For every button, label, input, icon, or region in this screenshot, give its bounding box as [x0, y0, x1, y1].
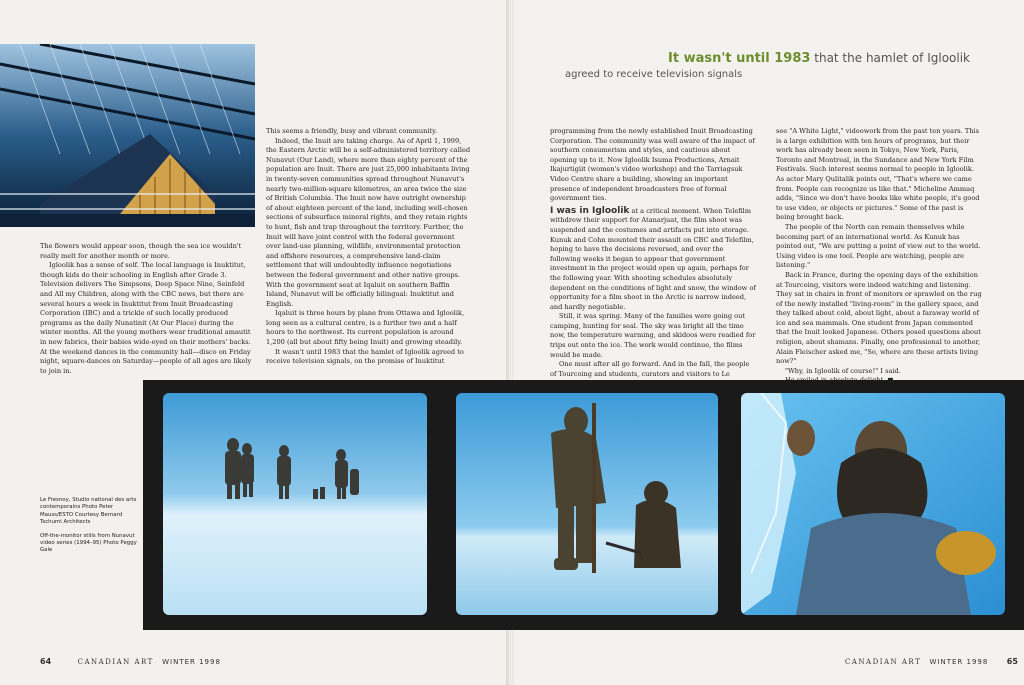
- paragraph: The people of the North can remain themselves while becoming part of an international world. As Kunuk has pointed out, "We are putting a point of view out to the world. Using video is one tool. People are watching, people are listening.": [776, 222, 981, 270]
- right-column-1: [550, 127, 756, 389]
- still-figures-on-ice: [163, 393, 427, 615]
- magazine-name: CANADIAN ART: [845, 658, 922, 666]
- page-number: 65: [1006, 657, 1018, 666]
- paragraph: Igloolik has a sense of self. The local language is Inuktitut, though kids do their schooling in English after Grade 3. Television delivers The Simpsons, Deep Space Nine, Seinfeld and All my Children, along with the CBC news, but there are several hours a week in Inuktitut from Inuit Broadcasting Corporation (IBC) and a trickle of such locally produced programs as the daily Nunatinit (At Our Place) during the winter months. All the young mothers wear traditional amautit in new fabrics, their babies wide-eyed on their mothers' backs. At the weekend dances in the community hall—disco on Friday night, square-dances on Saturday—people of all ages are likely to join in.: [40, 261, 252, 375]
- paragraph-text: at a critical moment. When Telefilm withdrew their support for Atanarjuat, the film shoot was suspended and the costumes and artifacts put into storage. Kunuk and Cohn mounted their assault on CBC and Telefilm, hoping to have the decisions reversed, and over the following weeks it began to appear that government investment in the project would open up again, perhaps for the following year. With shooting schedules absolutely dependent on the conditions of light and snow, the window of opportunity for a film shoot in the Arctic is narrow indeed, and hardly negotiable.: [550, 206, 756, 311]
- left-column-2: [266, 127, 471, 367]
- issue-date: WINTER 1998: [929, 658, 989, 666]
- paragraph: Indeed, the Inuit are taking charge. As of April 1, 1999, the Eastern Arctic will be a self-administered territory called Nunavut (Our Land), where more than eighty percent of the population are Inuit. There are just 25,000 inhabitants living in twenty-seven communities spread throughout Nunavut's nearly two-million-square kilometres, an area twice the size of British Columbia. The Inuit now have outright ownership of about eighteen percent of the land, including well-chosen sections of subsurface mineral rights, and they retain rights to hunt, fish and trap throughout the territory. Further, the Inuit will have joint control with the federal government over land-use planning, wildlife, environmental protection and offshore resources, a comprehensive land-claim settlement that will undoubtedly influence negotiations between the federal government and other native groups. With the government seat at Iqaluit on southern Baffin Island, Nunavut will be officially bilingual: Inuktitut and English.: [266, 136, 471, 308]
- building-interior-photo: [0, 44, 255, 227]
- right-column-2: [776, 127, 982, 386]
- paragraph: This seems a friendly, busy and vibrant community.: [266, 127, 438, 135]
- paragraph: "Why, in Igloolik of course!" I said.: [785, 366, 901, 375]
- pull-quote-line-2: agreed to receive television signals: [565, 69, 743, 80]
- still-ice-fishing: [456, 393, 718, 615]
- video-stills-strip: [143, 380, 1024, 630]
- still-closeup-portrait: [741, 393, 1005, 615]
- page-number: 64: [40, 657, 52, 666]
- paragraph: Back in France, during the opening days of the exhibition at Tourcoing, visitors were indeed watching and listening. They sat in chairs in front of monitors or sprawled on the rug of the newly installed "living-room" in the gallery space, and they talked about cold, about light, about a faraway world of ice and sea mammals. One student from Japan commented that the Inuit looked Japanese. Others posed questions about religion, about shamans. Finally, one professional to another, Alain Fleischer asked me, "So, where are these artists living now?": [776, 270, 982, 366]
- paragraph: programming from the newly established Inuit Broadcasting Corporation. The community was well aware of the impact of southern consumerism and styles, and cautious about opening up to it. Now Igloolik Isuma Productions, Arnait Ikajurtigiit (women's video workshop) and the Tarriagsuk Video Centre share a building, showing an important presence of independent broadcasters free of formal government ties.: [550, 127, 755, 203]
- paragraph: One must after all go forward. And in the fall, the people of Tourcoing and students, curators and visitors to Le: [550, 360, 750, 378]
- paragraph: Iqaluit is three hours by plane from Ottawa and Igloolik, long seen as a cultural centre, is a further two and a half hours to the northwest. Its current population is around 1,200 (all but about fifty being Inuit) and growing steadily.: [266, 309, 465, 347]
- pull-quote-rest: that the hamlet of Igloolik: [810, 51, 970, 65]
- paragraph-lead: [550, 207, 756, 313]
- magazine-name: CANADIAN ART: [77, 658, 154, 666]
- paragraph: see "A White Light," videowork from the past ten years. This is a large exhibition with ten hours of programs, but their work has already been seen in Tokyo, New York, Paris, Toronto and Montreal, in the Sundance and New York Film Festivals. Such interest seems normal to people in Igloolik. As actor Mary Qulitalik points out, "That's where we came from. People can recognize us like that." Micheline Ammaq adds, "Since we don't have books like white people, it's good to use video, or objects or pictures." Some of the past is being brought back.: [776, 127, 980, 222]
- caption-building: Le Fresnoy, Studio national des arts contemporains Photo Peter Mauss/ESTO Courtesy Bernard Tschumi Architects: [40, 497, 137, 526]
- left-column-1: [40, 242, 254, 376]
- paragraph: The flowers would appear soon, though the sea ice wouldn't really melt for another month or more.: [40, 242, 242, 260]
- folio-right: [845, 657, 1018, 666]
- issue-date: WINTER 1998: [162, 658, 221, 666]
- lead-in: I was in Igloolik: [550, 205, 630, 216]
- pull-quote-line-1: [560, 51, 1000, 66]
- caption-stills: Off-the-monitor stills from Nunavut video series (1994–95) Photo Peggy Gale: [40, 532, 137, 554]
- pull-quote: [560, 51, 1000, 80]
- pull-quote-accent: It wasn't until 1983: [668, 51, 811, 66]
- folio-left: [40, 657, 221, 666]
- paragraph: It wasn't until 1983 that the hamlet of Igloolik agreed to receive television signals, on the promise of Inuktitut: [266, 347, 464, 366]
- photo-captions: [40, 497, 140, 561]
- paragraph: Still, it was spring. Many of the families were going out camping, hunting for seal. The sky was bright all the time now, the temperature warming, and skidoos were readied for trips out onto the ice. The work would continue, the films would be made.: [550, 312, 756, 359]
